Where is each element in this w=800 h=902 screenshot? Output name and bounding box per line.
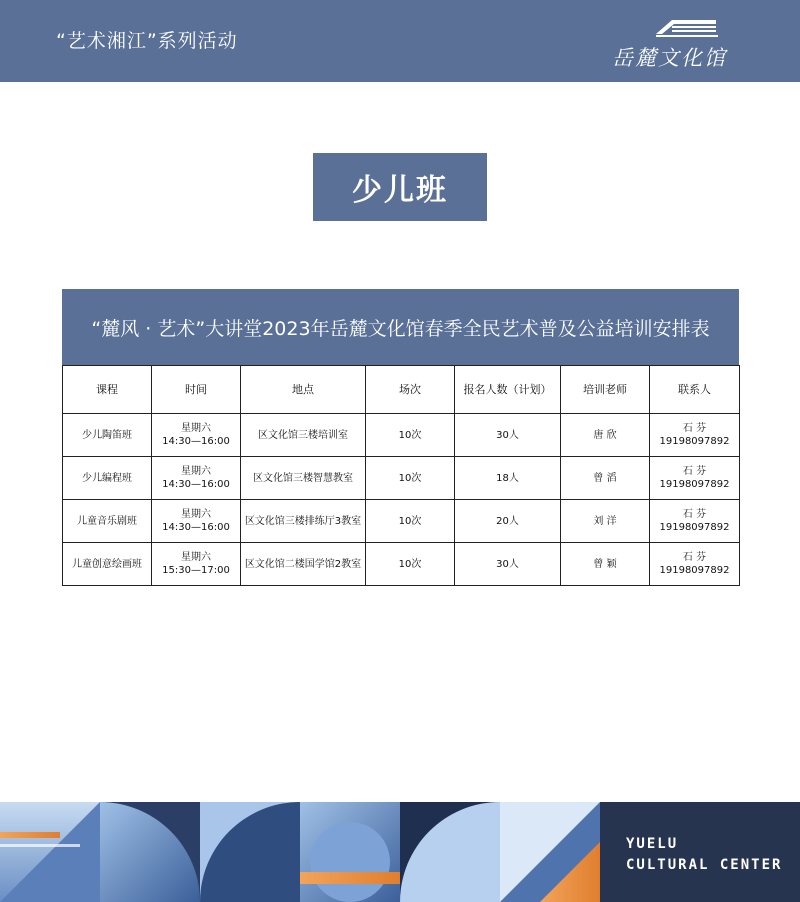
place-cell: 区文化馆三楼智慧教室 bbox=[241, 457, 366, 500]
day-text: 星期六 bbox=[181, 466, 211, 477]
time-text: 14:30—16:00 bbox=[162, 436, 230, 447]
column-header-course: 课程 bbox=[63, 366, 152, 414]
column-header-enrollment: 报名人数（计划） bbox=[455, 366, 561, 414]
schedule-table bbox=[62, 365, 740, 586]
footer-brand-text bbox=[626, 834, 782, 876]
table-row bbox=[63, 543, 740, 586]
time-text: 14:30—16:00 bbox=[162, 522, 230, 533]
header-bar bbox=[0, 0, 800, 82]
logo-text: 岳麓文化馆 bbox=[612, 46, 727, 70]
building-logo-icon bbox=[612, 12, 742, 42]
time-cell bbox=[152, 414, 241, 457]
schedule-table-container bbox=[62, 289, 739, 586]
place-cell: 区文化馆三楼培训室 bbox=[241, 414, 366, 457]
time-cell bbox=[152, 543, 241, 586]
teacher-cell: 唐 欣 bbox=[561, 414, 650, 457]
enrollment-cell: 18人 bbox=[455, 457, 561, 500]
time-cell bbox=[152, 500, 241, 543]
contact-phone: 19198097892 bbox=[659, 436, 730, 447]
contact-name: 石 芬 bbox=[682, 509, 707, 520]
footer-line-2: CULTURAL CENTER bbox=[626, 857, 783, 873]
sessions-cell: 10次 bbox=[366, 414, 455, 457]
day-text: 星期六 bbox=[181, 423, 211, 434]
schedule-title: “麓风 · 艺术”大讲堂2023年岳麓文化馆春季全民艺术普及公益培训安排表 bbox=[62, 289, 739, 365]
enrollment-cell: 30人 bbox=[455, 414, 561, 457]
place-cell: 区文化馆三楼排练厅3教室 bbox=[241, 500, 366, 543]
time-cell bbox=[152, 457, 241, 500]
teacher-cell: 曾 颖 bbox=[561, 543, 650, 586]
sessions-cell: 10次 bbox=[366, 543, 455, 586]
column-header-contact: 联系人 bbox=[650, 366, 740, 414]
table-row bbox=[63, 500, 740, 543]
series-title: “艺术湘江”系列活动 bbox=[56, 30, 238, 52]
day-text: 星期六 bbox=[181, 552, 211, 563]
contact-name: 石 芬 bbox=[682, 423, 707, 434]
place-cell: 区文化馆二楼国学馆2教室 bbox=[241, 543, 366, 586]
enrollment-cell: 30人 bbox=[455, 543, 561, 586]
column-header-teacher: 培训老师 bbox=[561, 366, 650, 414]
sessions-cell: 10次 bbox=[366, 457, 455, 500]
section-title: 少儿班 bbox=[313, 153, 487, 221]
teacher-cell: 刘 洋 bbox=[561, 500, 650, 543]
teacher-cell: 曾 滔 bbox=[561, 457, 650, 500]
day-text: 星期六 bbox=[181, 509, 211, 520]
table-row bbox=[63, 457, 740, 500]
contact-phone: 19198097892 bbox=[659, 522, 730, 533]
table-row bbox=[63, 414, 740, 457]
column-header-place: 地点 bbox=[241, 366, 366, 414]
course-cell: 少儿编程班 bbox=[63, 457, 152, 500]
course-cell: 儿童创意绘画班 bbox=[63, 543, 152, 586]
contact-cell bbox=[650, 500, 740, 543]
course-cell: 少儿陶笛班 bbox=[63, 414, 152, 457]
contact-cell bbox=[650, 414, 740, 457]
contact-cell bbox=[650, 457, 740, 500]
sessions-cell: 10次 bbox=[366, 500, 455, 543]
time-text: 14:30—16:00 bbox=[162, 479, 230, 490]
contact-name: 石 芬 bbox=[682, 552, 707, 563]
table-header-row bbox=[63, 366, 740, 414]
enrollment-cell: 20人 bbox=[455, 500, 561, 543]
cultural-center-logo bbox=[612, 12, 742, 72]
column-header-time: 时间 bbox=[152, 366, 241, 414]
contact-phone: 19198097892 bbox=[659, 479, 730, 490]
time-text: 15:30—17:00 bbox=[162, 565, 230, 576]
contact-name: 石 芬 bbox=[682, 466, 707, 477]
course-cell: 儿童音乐剧班 bbox=[63, 500, 152, 543]
footer-line-1: YUELU bbox=[626, 836, 679, 852]
contact-cell bbox=[650, 543, 740, 586]
contact-phone: 19198097892 bbox=[659, 565, 730, 576]
column-header-sessions: 场次 bbox=[366, 366, 455, 414]
